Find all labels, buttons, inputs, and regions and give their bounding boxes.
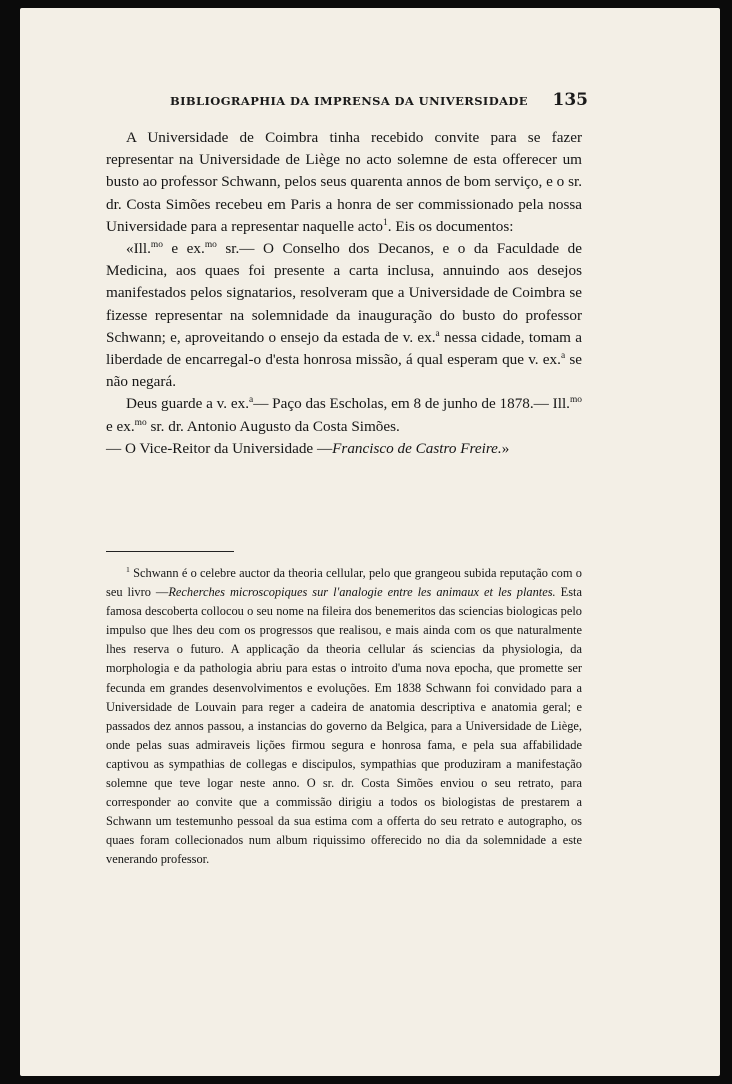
page-header bbox=[148, 90, 588, 116]
page-number: 135 bbox=[552, 90, 588, 110]
paragraph-signature: — O Vice-Reitor da Universidade —Francisco de Castro Freire.» bbox=[106, 439, 510, 457]
paragraph-closing: Deus guarde a v. ex.$^a$— Paço das Escholas, em 8 de junho de 1878.— Ill.$^{mo}$ e ex.$^{mo}$ sr. dr. Antonio Augusto da Costa Simões. bbox=[106, 395, 582, 435]
running-head: BIBLIOGRAPHIA DA IMPRENSA DA UNIVERSIDADE bbox=[170, 94, 528, 108]
paragraph-letter: «Ill.$^{mo}$ e ex.$^{mo}$ sr.— O Conselho dos Decanos, e o da Faculdade de Medicina, aos quaes foi presente a carta inclusa, annuindo aos desejos manifestados pelos signatarios, resolveram que a Universidade de Coimbra se fizesse representar na solemnidade da inauguração do busto do professor Schwann; e, aproveitando o ensejo da estada de v. ex.$^a$ nessa cidade, tomam a liberdade de encarregal-o d'esta honrosa missão, á qual esperam que v. ex.$^a$ se não negará. bbox=[106, 239, 583, 391]
paragraph-intro: A Universidade de Coimbra tinha recebido convite para se fazer representar na Universidade de Liège no acto solemne de esta offerecer um busto ao professor Schwann, pelos seus quarenta annos de bom serviço, e o sr. dr. Costa Simões recebeu em Paris a honra de ser commissionado pela nossa Universidade para a representar naquelle acto$^1$. Eis os documentos: bbox=[106, 129, 582, 235]
footnote-rule bbox=[106, 551, 234, 552]
footnote-marker: 1 bbox=[126, 564, 130, 574]
footnote-reference: 1 bbox=[383, 217, 388, 228]
book-title: Recherches microscopiques sur l'analogie entre les animaux et les plantes. bbox=[168, 585, 556, 600]
footnote: $^1$ Schwann é o celebre auctor da theoria cellular, pelo que grangeou subida reputação com o seu livro —Recherches microscopiques sur l'analogie entre les animaux et les plantes. Esta famosa descoberta collocou o seu nome na fileira dos benemeritos das sciencias biologicas pelo impulso que lhes deu com os progressos que realisou, e mais ainda com os que naturalmente lhes reserva o futuro. A applicação da theoria cellular ás sciencias da physiologia, da morphologia e da pathologia abriu para estas o introito d'uma nova epocha, que promette ser fecunda em grandes desenvolvimentos e evoluções. Em 1838 Schwann foi convidado para a Universidade de Louvain para reger a cadeira de anatomia descriptiva e anatomia geral; e passados dez annos passou, a instancias do governo da Belgica, para a Universidade de Liège, onde pelas suas admiraveis lições firmou segura e honrosa fama, e pela sua affabilidade captivou as sympathias de collegas e discipulos, sympathias que produziram a manifestação solemne que teve logar neste anno. O sr. dr. Costa Simões enviou o seu retrato, para corresponder ao convite que a commissão dirigiu a todos os biologistas de prestarem a Schwann um testemunho pessoal da sua estima com a offerta do seu retrato e autographo, os quaes foram collecionados num album riquissimo offerecido no dia da solemnidade a este venerando professor. bbox=[106, 564, 582, 867]
signatory-name: Francisco de Castro Freire. bbox=[332, 439, 502, 457]
main-text bbox=[106, 127, 582, 460]
